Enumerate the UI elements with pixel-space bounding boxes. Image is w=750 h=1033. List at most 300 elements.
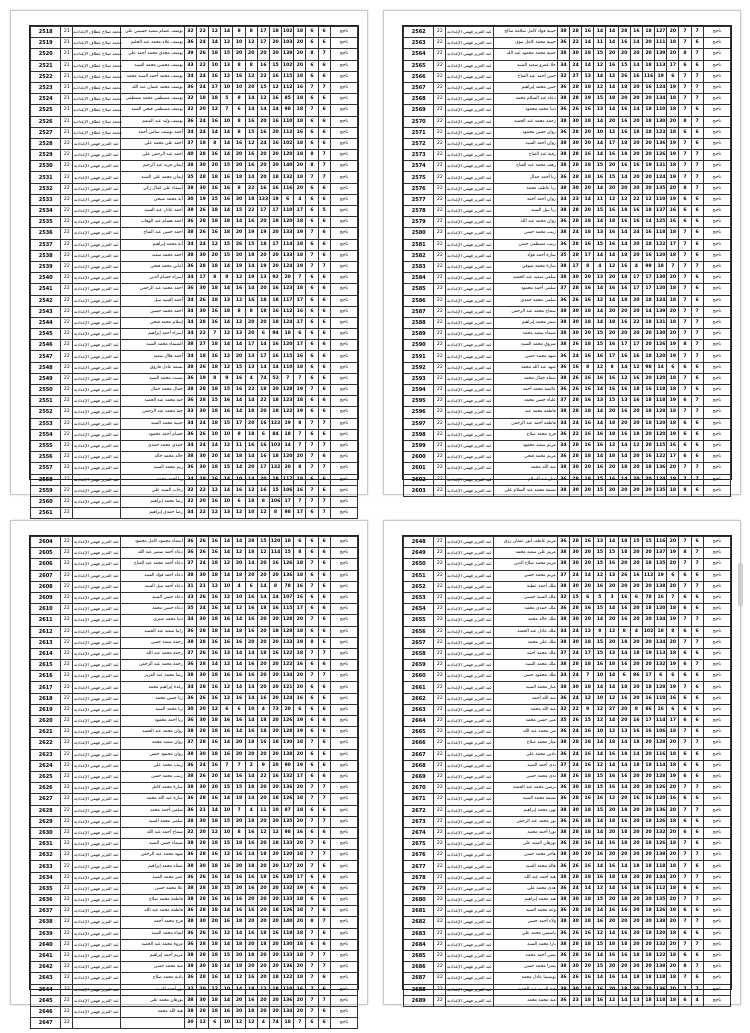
score-cell: 7: [667, 261, 679, 272]
score-cell: 14: [606, 295, 618, 306]
score-cell: 6: [691, 570, 703, 581]
score-cell: 16: [618, 38, 630, 49]
table-row: [31, 329, 358, 340]
score-cell: 12: [642, 194, 654, 205]
score-cell: 38: [184, 161, 196, 172]
score-cell: 7: [318, 648, 330, 659]
score-cell: 6: [306, 138, 318, 149]
table-row: [31, 839, 358, 850]
score-cell: 7: [679, 727, 691, 738]
score-cell: 30: [197, 749, 209, 760]
result-status: ناجح: [330, 217, 357, 228]
school-name: عبد العزيز فهمي الإعدادية: [446, 485, 493, 496]
score-cell: 20: [269, 727, 281, 738]
student-name: نورهان محمد علي: [120, 995, 184, 1006]
score-cell: 38: [184, 783, 196, 794]
score-cell: 38: [557, 116, 569, 127]
score-cell: 38: [557, 261, 569, 272]
score-cell: 20: [197, 105, 209, 116]
score-cell: 14: [245, 559, 257, 570]
score-cell: 7: [679, 351, 691, 362]
score-cell: 18: [667, 385, 679, 396]
table-row: [31, 883, 358, 894]
result-status: ناجح: [330, 407, 357, 418]
score-cell: 20: [630, 816, 642, 827]
score-cell: 20: [245, 82, 257, 93]
seat-number: 2613: [31, 637, 61, 648]
score-cell: 18: [582, 660, 594, 671]
score-cell: 6: [318, 250, 330, 261]
score-cell: 16: [233, 385, 245, 396]
score-cell: 118: [655, 396, 667, 407]
result-status: ناجح: [703, 749, 730, 760]
score-cell: 30: [570, 895, 582, 906]
score-cell: 30: [570, 984, 582, 995]
score-cell: 8: [679, 116, 691, 127]
score-cell: 13: [257, 273, 269, 284]
score-cell: 13: [630, 995, 642, 1006]
score-cell: 6: [679, 749, 691, 760]
score-cell: 36: [184, 217, 196, 228]
result-status: ناجح: [330, 727, 357, 738]
score-cell: 30: [184, 1018, 196, 1029]
score-cell: 126: [655, 816, 667, 827]
score-cell: 15: [594, 648, 606, 659]
table-row: [404, 94, 731, 105]
score-cell: 16: [245, 295, 257, 306]
seat-number: 2587: [404, 306, 434, 317]
score-cell: 28: [197, 839, 209, 850]
score-cell: 19: [667, 82, 679, 93]
score-cell: 6: [679, 693, 691, 704]
score-cell: 12: [245, 1018, 257, 1029]
score-cell: 7: [582, 671, 594, 682]
school-code: 22: [434, 648, 446, 659]
table-row: [404, 105, 731, 116]
score-cell: 7: [306, 794, 318, 805]
table-row: [404, 995, 731, 1006]
result-status: ناجح: [330, 138, 357, 149]
table-row: [31, 172, 358, 183]
score-cell: 14: [233, 463, 245, 474]
score-cell: 12: [197, 1018, 209, 1029]
score-cell: 16: [582, 950, 594, 961]
school-code: 21: [61, 127, 73, 138]
score-cell: 18: [667, 861, 679, 872]
score-cell: 36: [557, 385, 569, 396]
student-name: يوسف مصطفى فتحي السيد: [120, 105, 184, 116]
score-cell: 28: [197, 660, 209, 671]
score-cell: 6: [679, 604, 691, 615]
score-cell: 120: [655, 429, 667, 440]
score-cell: 16: [209, 71, 221, 82]
score-cell: 14: [221, 284, 233, 295]
school-name: عبد العزيز فهمي الإعدادية: [446, 49, 493, 60]
score-cell: 26: [197, 206, 209, 217]
score-cell: 118: [655, 861, 667, 872]
score-cell: 24: [570, 418, 582, 429]
score-cell: 7: [318, 496, 330, 507]
score-cell: 16: [233, 71, 245, 82]
score-cell: 36: [184, 429, 196, 440]
school-code: 22: [434, 452, 446, 463]
score-cell: 16: [667, 693, 679, 704]
score-cell: 12: [257, 94, 269, 105]
school-code: 22: [434, 716, 446, 727]
score-cell: 113: [655, 60, 667, 71]
score-cell: 18: [233, 626, 245, 637]
score-cell: 38: [557, 581, 569, 592]
score-cell: 115: [282, 604, 294, 615]
score-cell: 102: [642, 626, 654, 637]
student-name: دعاء حسن محمد: [120, 604, 184, 615]
seat-number: 2642: [31, 962, 61, 973]
score-cell: 16: [594, 351, 606, 362]
score-cell: 18: [618, 984, 630, 995]
score-cell: 18: [209, 217, 221, 228]
school-code: 22: [61, 704, 73, 715]
score-cell: 26: [197, 362, 209, 373]
table-row: [31, 604, 358, 615]
student-name: دعاء حسن السيد: [120, 592, 184, 603]
school-code: 22: [434, 82, 446, 93]
school-code: 22: [61, 760, 73, 771]
score-cell: 38: [184, 183, 196, 194]
score-cell: 7: [679, 973, 691, 984]
score-cell: 6: [306, 749, 318, 760]
score-cell: 17: [282, 496, 294, 507]
score-cell: 15: [594, 49, 606, 60]
score-cell: 19: [294, 760, 306, 771]
score-cell: 20: [269, 161, 281, 172]
school-name: عبد العزيز فهمي الإعدادية: [73, 559, 120, 570]
school-name: عبد العزيز فهمي الإعدادية: [73, 407, 120, 418]
score-cell: 28: [570, 250, 582, 261]
result-status: ناجح: [703, 250, 730, 261]
score-cell: 6: [306, 206, 318, 217]
score-cell: 10: [233, 38, 245, 49]
score-cell: 135: [655, 559, 667, 570]
school-name: عبد العزيز فهمي الإعدادية: [446, 150, 493, 161]
school-code: 22: [434, 385, 446, 396]
score-cell: 28: [570, 217, 582, 228]
score-cell: 16: [606, 60, 618, 71]
school-name: عبد العزيز فهمي الإعدادية: [446, 340, 493, 351]
seat-number: 2526: [31, 116, 61, 127]
school-name: عبد العزيز فهمي الإعدادية: [73, 704, 120, 715]
score-cell: 12: [209, 704, 221, 715]
score-cell: 34: [184, 127, 196, 138]
score-cell: 7: [306, 261, 318, 272]
score-cell: 18: [667, 604, 679, 615]
score-cell: 112: [282, 82, 294, 93]
score-cell: 6: [306, 407, 318, 418]
table-row: [404, 317, 731, 328]
score-cell: 115: [655, 440, 667, 451]
score-cell: 116: [642, 71, 654, 82]
score-cell: 38: [557, 94, 569, 105]
school-code: 22: [434, 250, 446, 261]
student-name: مريم محمد صلاح الدين: [493, 559, 557, 570]
score-cell: 30: [197, 995, 209, 1006]
score-cell: 18: [642, 206, 654, 217]
result-status: ناجح: [330, 895, 357, 906]
result-status: ناجح: [703, 161, 730, 172]
score-cell: 38: [184, 883, 196, 894]
score-cell: 12: [221, 682, 233, 693]
result-status: ناجح: [330, 861, 357, 872]
score-cell: 16: [294, 82, 306, 93]
score-cell: 14: [594, 250, 606, 261]
score-cell: 14: [221, 340, 233, 351]
table-row: [404, 429, 731, 440]
score-cell: 6: [691, 973, 703, 984]
score-cell: 20: [257, 317, 269, 328]
result-status: ناجح: [330, 239, 357, 250]
score-cell: 38: [557, 771, 569, 782]
score-cell: 10: [269, 805, 281, 816]
school-name: عبد العزيز فهمي الإعدادية: [446, 839, 493, 850]
score-cell: 30: [197, 284, 209, 295]
score-cell: 14: [221, 548, 233, 559]
score-cell: 6: [318, 537, 330, 548]
school-code: 22: [434, 995, 446, 1006]
score-cell: 6: [233, 704, 245, 715]
score-cell: 28: [570, 27, 582, 38]
scrollbar-handle[interactable]: [738, 563, 743, 607]
school-name: عبد العزيز فهمي الإعدادية: [73, 317, 120, 328]
table-row: [31, 548, 358, 559]
table-row: [31, 805, 358, 816]
score-cell: 9: [257, 760, 269, 771]
seat-number: 2577: [404, 194, 434, 205]
score-cell: 15: [594, 805, 606, 816]
seat-number: 2630: [31, 827, 61, 838]
result-status: ناجح: [330, 496, 357, 507]
school-name: عبد العزيز فهمي الإعدادية: [446, 872, 493, 883]
student-name: هند محمد إبراهيم: [493, 895, 557, 906]
score-cell: 17: [582, 648, 594, 659]
score-cell: 14: [630, 60, 642, 71]
score-cell: 16: [618, 604, 630, 615]
score-cell: 14: [594, 418, 606, 429]
student-name: هاجر محمد حسن: [493, 850, 557, 861]
table-row: [404, 559, 731, 570]
score-cell: 14: [233, 648, 245, 659]
seat-number: 2659: [404, 660, 434, 671]
table-row: [404, 716, 731, 727]
school-code: 22: [434, 273, 446, 284]
score-cell: 20: [642, 872, 654, 883]
student-name: يوسف عصام سعيد حسيني علي: [120, 27, 184, 38]
result-status: ناجح: [703, 872, 730, 883]
score-cell: 36: [557, 816, 569, 827]
score-cell: 8: [679, 183, 691, 194]
school-name: عبد العزيز فهمي الإعدادية: [446, 950, 493, 961]
seat-number: 2687: [404, 973, 434, 984]
results-table: [402, 535, 732, 1004]
school-name: محمد صلاح عطاف الإعدادية: [73, 49, 120, 60]
score-cell: 6: [306, 273, 318, 284]
score-cell: 14: [209, 38, 221, 49]
student-name: خالد محمد خالد: [120, 452, 184, 463]
score-cell: 16: [209, 474, 221, 485]
score-cell: 16: [582, 794, 594, 805]
score-cell: 20: [233, 351, 245, 362]
score-cell: 7: [691, 183, 703, 194]
seat-number: 2600: [404, 452, 434, 463]
school-code: 22: [434, 362, 446, 373]
score-cell: 18: [582, 771, 594, 782]
school-code: 22: [61, 206, 73, 217]
result-status: ناجح: [330, 194, 357, 205]
score-cell: 20: [294, 783, 306, 794]
table-row: [31, 250, 358, 261]
score-cell: 12: [245, 38, 257, 49]
score-cell: 28: [197, 682, 209, 693]
score-cell: 136: [282, 962, 294, 973]
seat-number: 2673: [404, 816, 434, 827]
score-cell: 18: [667, 760, 679, 771]
score-cell: 7: [306, 385, 318, 396]
score-cell: 16: [245, 928, 257, 939]
table-row: [404, 738, 731, 749]
score-cell: 20: [294, 839, 306, 850]
score-cell: 20: [582, 329, 594, 340]
score-cell: 6: [618, 671, 630, 682]
score-cell: 10: [594, 671, 606, 682]
score-cell: 132: [269, 463, 281, 474]
score-cell: 16: [594, 440, 606, 451]
school-code: 21: [61, 94, 73, 105]
seat-number: 2531: [31, 172, 61, 183]
score-cell: 20: [269, 615, 281, 626]
table-row: [404, 206, 731, 217]
score-cell: 20: [245, 463, 257, 474]
score-cell: 18: [257, 648, 269, 659]
score-cell: 6: [679, 592, 691, 603]
school-code: 22: [61, 727, 73, 738]
school-code: 22: [434, 906, 446, 917]
score-cell: 14: [594, 150, 606, 161]
score-cell: 8: [582, 362, 594, 373]
score-cell: 27: [197, 340, 209, 351]
score-cell: 28: [197, 883, 209, 894]
score-cell: 15: [630, 537, 642, 548]
score-cell: 37: [557, 648, 569, 659]
result-status: ناجح: [703, 49, 730, 60]
score-cell: 14: [269, 362, 281, 373]
score-cell: 38: [557, 407, 569, 418]
score-cell: 6: [679, 771, 691, 782]
result-status: ناجح: [330, 250, 357, 261]
school-code: 22: [434, 261, 446, 272]
score-cell: 126: [655, 906, 667, 917]
score-cell: 17: [667, 452, 679, 463]
student-name: وعد محمد السيد: [493, 906, 557, 917]
score-cell: 18: [233, 839, 245, 850]
score-cell: 19: [667, 682, 679, 693]
score-cell: 18: [667, 485, 679, 496]
score-cell: 34: [184, 239, 196, 250]
score-cell: 18: [294, 150, 306, 161]
score-cell: 36: [184, 116, 196, 127]
table-row: [404, 351, 731, 362]
student-name: دنيا محمد صبري: [120, 615, 184, 626]
school-code: 22: [61, 463, 73, 474]
seat-number: 2684: [404, 939, 434, 950]
school-name: عبد العزيز فهمي الإعدادية: [73, 452, 120, 463]
result-status: ناجح: [703, 440, 730, 451]
score-cell: 20: [630, 49, 642, 60]
score-cell: 20: [618, 329, 630, 340]
school-code: 22: [434, 105, 446, 116]
result-status: ناجح: [330, 150, 357, 161]
score-cell: 30: [570, 850, 582, 861]
table-row: [404, 485, 731, 496]
score-cell: 26: [570, 861, 582, 872]
table-row: [31, 537, 358, 548]
score-cell: 36: [557, 693, 569, 704]
table-row: [31, 440, 358, 451]
score-cell: 6: [318, 38, 330, 49]
score-cell: 30: [197, 452, 209, 463]
score-cell: 20: [257, 917, 269, 928]
school-code: 22: [61, 895, 73, 906]
score-cell: 120: [282, 150, 294, 161]
school-code: 22: [434, 548, 446, 559]
school-name: محمد صلاح عطاف الإعدادية: [73, 127, 120, 138]
score-cell: 110: [282, 206, 294, 217]
score-cell: 37: [557, 570, 569, 581]
score-cell: 24: [197, 82, 209, 93]
score-cell: 6: [691, 716, 703, 727]
score-cell: 7: [318, 917, 330, 928]
student-name: روان محمد عبد الحميد: [120, 727, 184, 738]
score-cell: 7: [306, 463, 318, 474]
score-cell: 14: [618, 648, 630, 659]
school-name: محمد صلاح عطاف الإعدادية: [73, 27, 120, 38]
score-cell: 7: [318, 418, 330, 429]
seat-number: 2572: [404, 138, 434, 149]
score-cell: 15: [570, 592, 582, 603]
score-cell: 106: [269, 496, 281, 507]
student-name: دينا محمد محمود: [493, 105, 557, 116]
score-cell: 7: [679, 682, 691, 693]
student-name: ملك محمد السيد: [493, 660, 557, 671]
score-cell: 7: [306, 250, 318, 261]
seat-number: 2653: [404, 592, 434, 603]
score-cell: 14: [582, 883, 594, 894]
score-cell: 14: [606, 682, 618, 693]
student-name: حبيبة محمد كامل نبوي: [493, 38, 557, 49]
score-cell: 30: [197, 816, 209, 827]
seat-number: 2662: [404, 693, 434, 704]
result-status: ناجح: [703, 429, 730, 440]
score-cell: 18: [209, 49, 221, 60]
score-cell: 112: [282, 306, 294, 317]
score-cell: 36: [557, 362, 569, 373]
score-cell: 4: [245, 373, 257, 384]
seat-number: 2620: [31, 716, 61, 727]
score-cell: 18: [245, 250, 257, 261]
seat-number: 2677: [404, 861, 434, 872]
score-cell: 122: [655, 239, 667, 250]
school-name: [73, 1018, 120, 1029]
score-cell: 20: [257, 284, 269, 295]
score-cell: 6: [582, 592, 594, 603]
seat-number: 2556: [31, 452, 61, 463]
